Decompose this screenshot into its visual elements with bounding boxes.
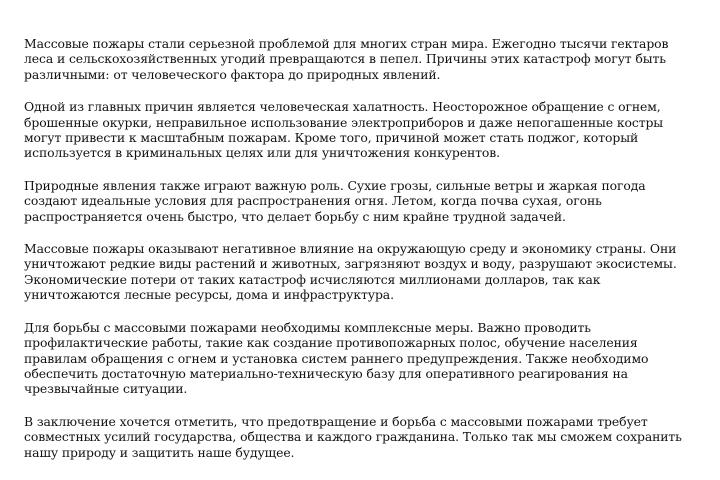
document-body	[24, 36, 700, 477]
paragraph-6: В заключение хочется отметить, что предотвращение и борьба с массовыми пожарами требует совместных усилий государства, общества и каждого гражданина. Только так мы сможем сохранить нашу природу и защитить наше будущее.	[24, 413, 682, 460]
paragraph-2: Одной из главных причин является человеческая халатность. Неосторожное обращение с огнем, брошенные окурки, неправильное использование электроприборов и даже непогашенные костры могут привести к масштабным пожарам. Кроме того, причиной может стать поджог, который используется в криминальных целях или для уничтожения конкурентов.	[24, 99, 664, 161]
paragraph-1: Массовые пожары стали серьезной проблемой для многих стран мира. Ежегодно тысячи гектаров леса и сельскохозяйственных угодий превращаются в пепел. Причины этих катастроф могут быть различными: от человеческого фактора до природных явлений.	[24, 36, 669, 82]
paragraph-3: Природные явления также играют важную роль. Сухие грозы, сильные ветры и жаркая погода создают идеальные условия для распространения огня. Летом, когда почва сухая, огонь распространяется очень быстро, что делает борьбу с ним крайне трудной задачей.	[24, 177, 646, 224]
paragraph-5: Для борьбы с массовыми пожарами необходимы комплексные меры. Важно проводить профилактические работы, такие как создание противопожарных полос, обучение населения правилам обращения с огнем и установка систем раннего предупреждения. Также необходимо обеспечить достаточную материально-техническую базу для оперативного реагирования на чрезвычайные ситуации.	[24, 319, 649, 397]
paragraph-4: Массовые пожары оказывают негативное влияние на окружающую среду и экономику страны. Они уничтожают редкие виды растений и животных, загрязняют воздух и воду, разрушают экосистемы. Экономические потери от таких катастроф исчисляются миллионами долларов, так как уничтожаются лесные ресурсы, дома и инфраструктура.	[24, 241, 677, 303]
